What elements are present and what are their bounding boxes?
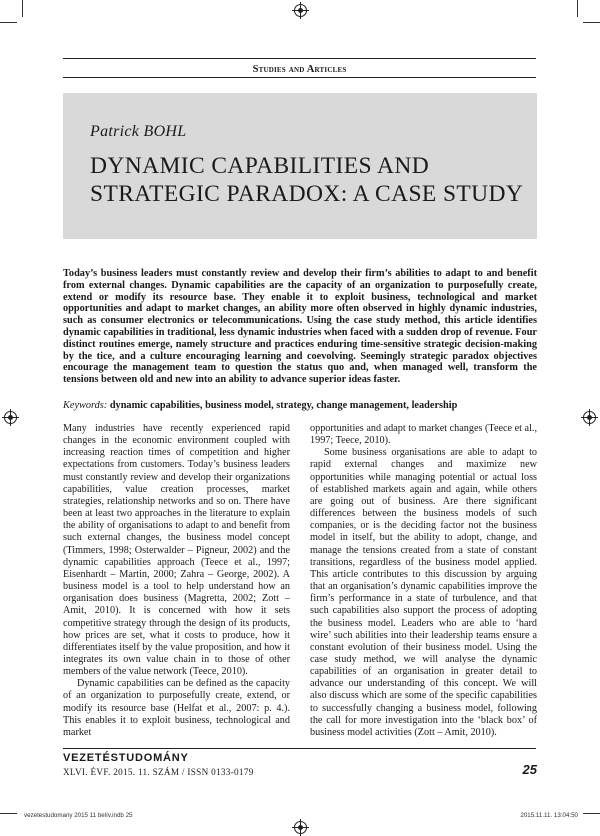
print-slug-timestamp: 2015.11.11. 13:04:50 [520, 812, 578, 819]
crop-mark-top-right-h [583, 22, 600, 23]
body-paragraph: Dynamic capabilities can be defined as the capacity of an organization to purposefully create, extend, or modify its resource base (Helfat et al., 2007: p. 4.). This enables it to exploit business, technological and market [63, 678, 290, 738]
registration-mark-bottom-icon [294, 821, 307, 834]
body-paragraph: Some business organisations are able to adapt to rapid external changes and maximize new opportunities while managing potential or actual loss of established markets again and again, while others are going out of business. Are there significant differences between the business models of such companies, or is the deciding factor not the business model in itself, but the ability to adopt, change, and manage the tensions created from a state of constant transitions, regardless of the business model applied. This article contributes to this discussion by arguing that an organisation’s dynamic capabilities improve the firm’s performance in a state of turbulence, and that such capabilities also support the process of adopting the business model. Leaders who are able to ‘hard wire’ such abilities into their leadership teams ensure a constant evolution of their business model. Using the case study method, we will analyse the dynamic capabilities of an organisation in greater detail to advance our understanding of this concept. We will also discuss which are some of the specific capabilities to successfully changing a business model, following the call for more investigation into the ‘black box’ of business model activities (Zott – Amit, 2010). [310, 447, 537, 738]
keywords [63, 400, 537, 412]
journal-name: VEZETÉSTUDOMÁNY [63, 752, 189, 764]
header-rule-bottom [63, 77, 536, 78]
registration-mark-top-icon [294, 4, 307, 17]
registration-mark-right-icon [583, 411, 596, 424]
issue-info: XLVI. ÉVF. 2015. 11. SZÁM / ISSN 0133-0179 [63, 767, 254, 777]
registration-mark-left-icon [4, 411, 17, 424]
print-slug-file: vezetestudomany 2015 11 belív.indb 25 [24, 812, 133, 819]
crop-mark-top-right-v [577, 0, 578, 17]
crop-mark-top-left-h [0, 22, 17, 23]
footer-rule [63, 748, 536, 749]
header-rule-top [63, 58, 536, 59]
article-title: DYNAMIC CAPABILITIES AND STRATEGIC PARADOX: A CASE STUDY [90, 153, 524, 207]
body-paragraph: opportunities and adapt to market changes (Teece et al., 1997; Teece, 2010). [310, 423, 537, 447]
crop-mark-top-left-v [22, 0, 23, 17]
author-name: Patrick BOHL [90, 123, 187, 140]
body-column-left [63, 423, 290, 739]
keywords-label: Keywords: [63, 400, 108, 411]
body-paragraph: Many industries have recently experienced rapid changes in the economic environment coupled with increasing reaction times of competition and higher expectations from customers. Today’s business leaders must constantly review and develop their organizations capabilities, value creation processes, market strategies, relationship networks and so on. There have been at least two approaches in the literature to explain the ability of organisations to adapt to and benefit from such external changes, the business model concept (Timmers, 1998; Osterwalder – Pigneur, 2002) and the dynamic capabilities approach (Teece et al., 1997; Eisenhardt – Martin, 2000; Zahra – George, 2002). A business model is a tool to help understand how an organisation does business (Magretta, 2002; Zott – Amit, 2010). It is concerned with how it sets competitive strategy through the design of its products, how prices are set, what it costs to produce, how it differentiates itself by the value proposition, and how it integrates its own value chain in to those of other members of the value network (Teece, 2010). [63, 423, 290, 678]
crop-mark-bottom-right-h [583, 813, 600, 814]
page-number: 25 [522, 762, 537, 777]
abstract: Today’s business leaders must constantly review and develop their firm’s abilities to adapt to and benefit from external changes. Dynamic capabilities are the capacity of an organization to purposefully create, extend or modify its resource base. They enable it to exploit business, technological and market opportunities and adapt to market changes, an ability more often observed in highly dynamic industries, such as consumer electronics or telecommunications. Using the case study method, this article identifies dynamic capabilities in traditional, less dynamic industries when faced with a sudden drop of revenue. Four distinct routines emerge, namely structure and practices enduring time-sensitive strategic decision-making by the tice, and a culture encouraging learning and coevolving. Seemingly strategic paradox objectives encourage the management team to question the status quo and, when managed well, transform the tensions between old and new into an ability to advance superior ideas faster. [63, 268, 537, 386]
crop-mark-bottom-left-h [0, 813, 17, 814]
body-column-right [310, 423, 537, 739]
keywords-values: dynamic capabilities, business model, strategy, change management, leadership [109, 400, 458, 411]
section-label [63, 64, 536, 75]
section-label-text: Studies and Articles [252, 64, 347, 75]
